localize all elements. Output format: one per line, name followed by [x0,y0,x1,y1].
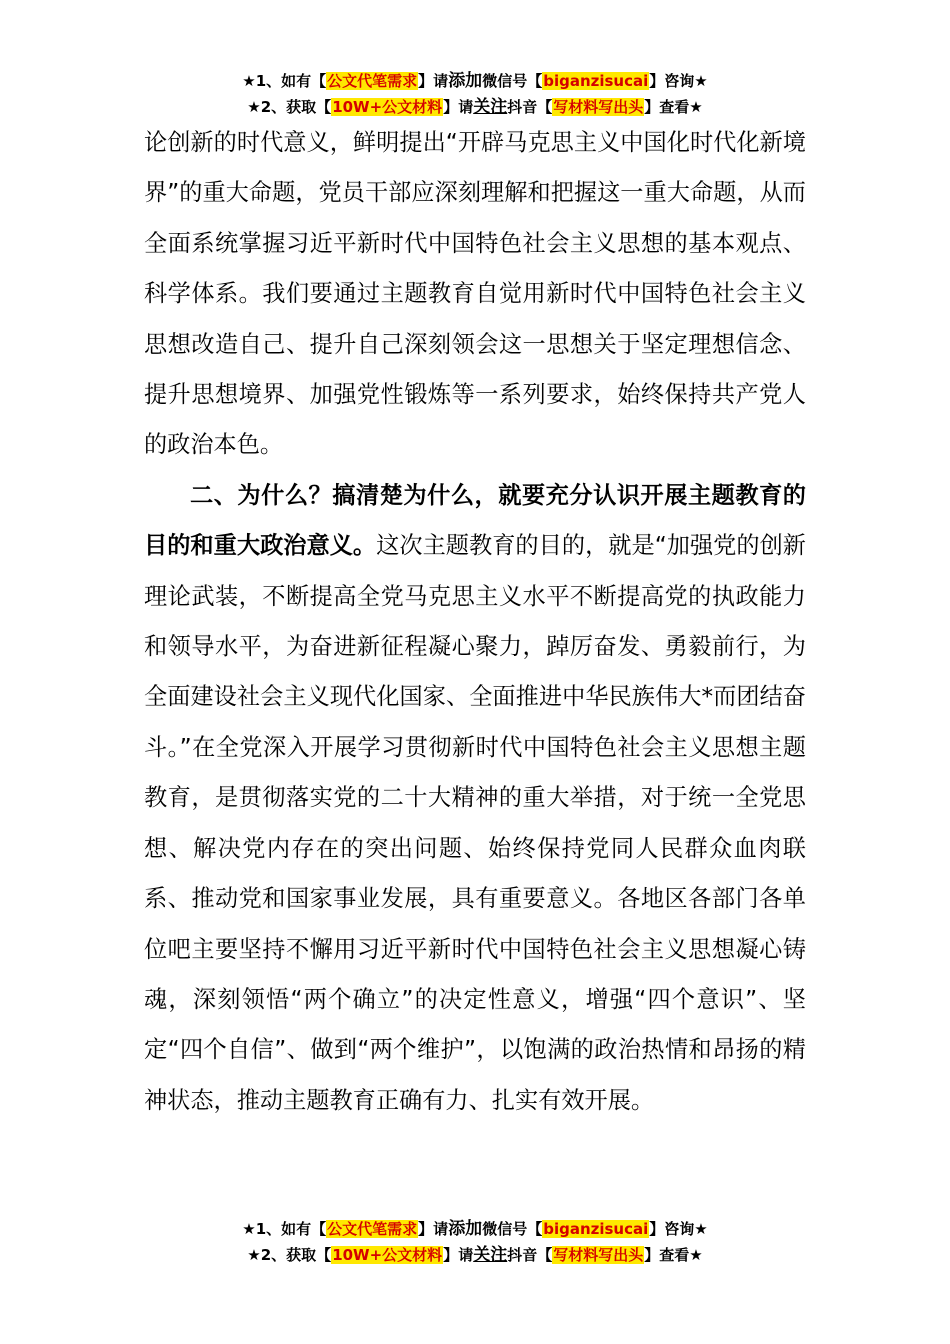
paragraph-1: 论创新的时代意义，鲜明提出“开辟马克思主义中国化时代化新境界”的重大命题，党员干部应深刻理解和把握这一重大命题，从而全面系统掌握习近平新时代中国特色社会主义思想的基本观点、科学体系。我们要通过主题教育自觉用新时代中国特色社会主义思想改造自己、提升自己深刻领会这一思想关于坚定理想信念、提升思想境界、加强党性锻炼等一系列要求，始终保持共产党人的政治本色。 [144,129,806,459]
footer-line-1 [0,1216,950,1242]
footer-1-highlight-wechat: biganzisucai [543,1220,649,1238]
banner-2-mid2: 抖音【 [507,98,553,116]
banner-1-prefix: ★1、如有【 [242,72,327,90]
footer-1-mid2: 微信号【 [482,1220,543,1238]
banner-line-2 [0,94,950,120]
footer-2-prefix: ★2、获取【 [247,1246,332,1264]
footer-line-2 [0,1242,950,1268]
banner-2-emph: 关注 [473,97,508,117]
paragraph-2-body: 这次主题教育的目的，就是“加强党的创新理论武装，不断提高全党马克思主义水平不断提高党的执政能力和领导水平，为奋进新征程凝心聚力，踔厉奋发、勇毅前行，为全面建设社会主义现代化国家、全面推进中华民族伟大*而团结奋斗。”在全党深入开展学习贯彻新时代中国特色社会主义思想主题教育，是贯彻落实党的二十大精神的重大举措，对于统一全党思想、解决党内存在的突出问题、始终保持党同人民群众血肉联系、推动党和国家事业发展，具有重要意义。各地区各部门各单位吧主要坚持不懈用习近平新时代中国特色社会主义思想凝心铸魂，深刻领悟“两个确立”的决定性意义，增强“四个意识”、坚定“四个自信”、做到“两个维护”，以饱满的政治热情和昂扬的精神状态，推动主题教育正确有力、扎实有效开展。 [144,532,806,1114]
banner-1-suffix: 】咨询★ [649,72,708,90]
banner-2-mid: 】请 [443,98,474,116]
footer-banner [0,1216,950,1268]
footer-2-highlight-materials: 10W+公文材料 [332,1246,443,1264]
footer-2-highlight-douyin: 写材料写出头 [553,1246,644,1264]
document-body [144,118,806,1126]
banner-2-suffix: 】查看★ [644,98,703,116]
banner-2-highlight-douyin: 写材料写出头 [553,98,644,116]
paragraph-2 [144,471,806,1126]
footer-1-prefix: ★1、如有【 [242,1220,327,1238]
footer-2-suffix: 】查看★ [644,1246,703,1264]
footer-2-mid: 】请 [443,1246,474,1264]
footer-1-highlight-service: 公文代笔需求 [327,1220,418,1238]
banner-1-highlight-wechat: biganzisucai [543,72,649,90]
footer-1-emph: 添加 [448,1219,483,1239]
header-banner [0,68,950,120]
footer-1-suffix: 】咨询★ [649,1220,708,1238]
banner-1-highlight-service: 公文代笔需求 [327,72,418,90]
banner-1-emph: 添加 [448,71,483,91]
footer-1-mid: 】请 [418,1220,449,1238]
footer-2-mid2: 抖音【 [507,1246,553,1264]
banner-1-mid: 】请 [418,72,449,90]
banner-2-prefix: ★2、获取【 [247,98,332,116]
banner-2-highlight-materials: 10W+公文材料 [332,98,443,116]
banner-1-mid2: 微信号【 [482,72,543,90]
banner-line-1 [0,68,950,94]
paragraph-2-heading: 二、为什么？搞清楚为什么，就要充分认识开展主题教育的目的和重大政治意义。 [144,481,806,560]
footer-2-emph: 关注 [473,1245,508,1265]
